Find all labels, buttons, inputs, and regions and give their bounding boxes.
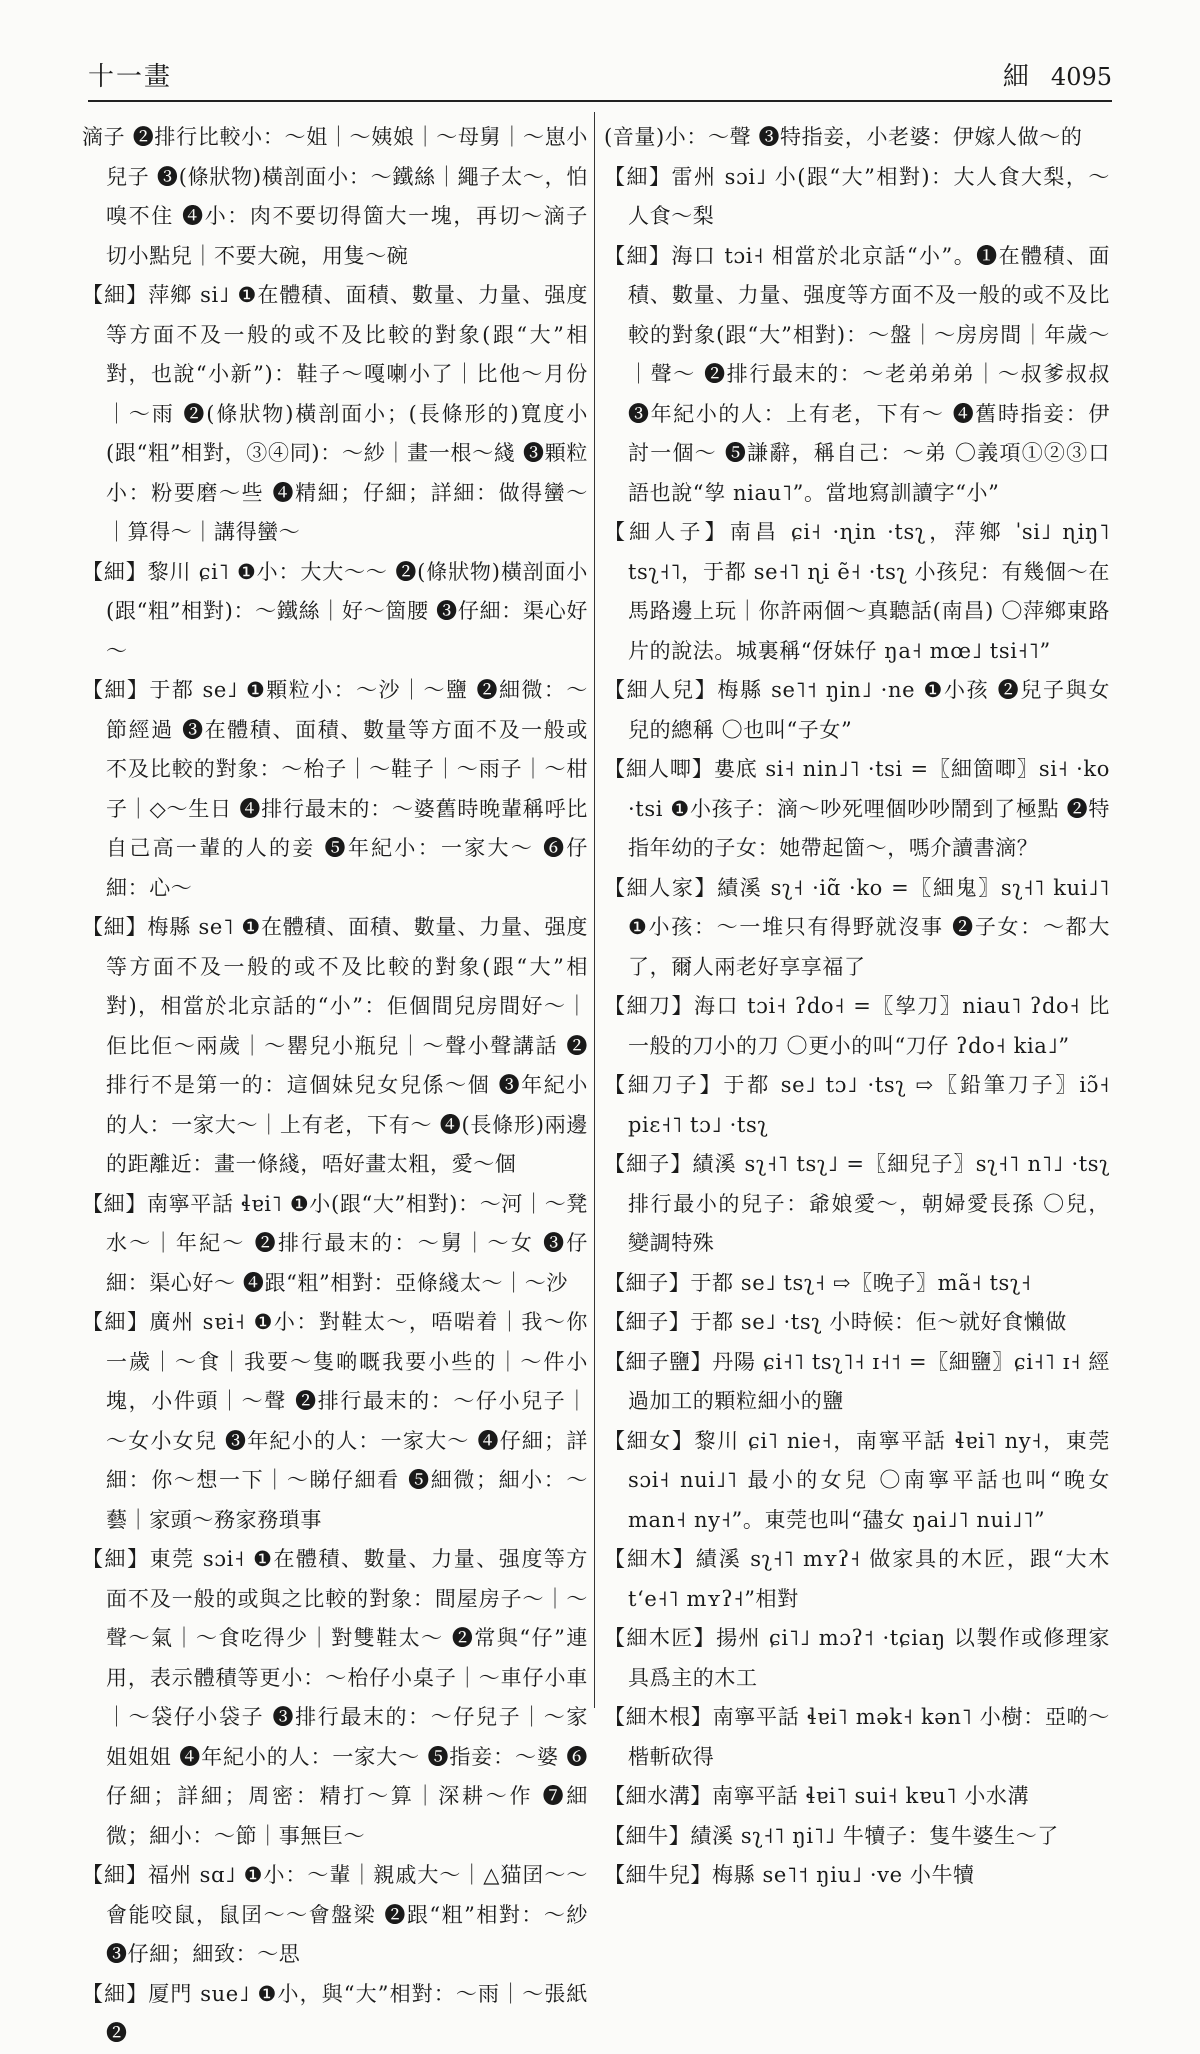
headword-and-page	[1003, 56, 1112, 93]
entry: 【細木】績溪 sʅ˧˥ mʏʔ˧ 做家具的木匠，跟“大木 tʻe˧˥ mʏʔ˧”相對	[604, 1547, 1110, 1611]
entry: 【細刀子】于都 se˩ tɔ˩ ·tsʅ ⇨〖鉛筆刀子〗iɔ̃˧ piɛ˧˥ tɔ˩ ·tsʅ	[604, 1073, 1110, 1137]
entry: 【細刀】海口 tɔi˧ ʔdo˧ =〖孧刀〗niau˥ ʔdo˧ 比一般的刀小的刀 〇更小的叫“刀仔 ʔdo˧ kia˩”	[604, 994, 1110, 1058]
entry: 滴子 ❷排行比較小：～姐｜～姨娘｜～母舅｜～崽小兒子 ❸(條狀物)橫剖面小：～鐵絲｜繩子太～，怕嗅不住 ❹小：肉不要切得箇大一塊，再切～滴子切小點兒｜不要大碗，用隻～碗	[82, 125, 588, 268]
entry: 【細人子】南昌 ɕi˧ ·ɳin ·tsʅ，萍鄉 ˈsi˩ ɳiŋ˥ tsʅ˧˥，于都 se˧˥ ɳi ẽ˧ ·tsʅ 小孩兒：有幾個～在馬路邊上玩｜你許兩個～真聽話(南昌) 〇萍鄉東路片的說法。城裏稱“伢妹仔 ŋa˧ mœ˩ tsi˧˥”	[604, 520, 1110, 663]
entry: (音量)小：～聲 ❸特指妾，小老婆：伊嫁人做～的	[604, 125, 1083, 149]
entry: 【細】于都 se˩ ❶顆粒小：～沙｜～鹽 ❷細微：～節經過 ❸在體積、面積、數量等方面不及一般或不及比較的對象：～枱子｜～鞋子｜～雨子｜～柑子｜◇～生日 ❹排行最末的：～婆舊時晚輩稱呼比自己高一輩的人的妾 ❺年紀小：一家大～ ❻仔細：心～	[82, 678, 588, 900]
header-rule	[88, 100, 1112, 102]
entry: 【細子】于都 se˩ tsʅ˧ ⇨〖晚子〗mã˧ tsʅ˧	[604, 1270, 1032, 1295]
entry: 【細子鹽】丹陽 ɕi˧˥ tsʅ˥˧ ɪ˧˦ =〖細鹽〗ɕi˧˥ ɪ˧ 經過加工的顆粒細小的鹽	[604, 1349, 1110, 1413]
entry: 【細】福州 sɑ˩ ❶小：～輩｜親戚大～｜△猫囝～～會能咬鼠，鼠囝～～會盤梁 ❷跟“粗”相對：～紗 ❸仔細；細致：～思	[82, 1863, 588, 1966]
entry: 【細】廣州 sɐi˧ ❶小：對鞋太～，唔啱着｜我～你一歲｜～食｜我要～隻啲嘅我要小些的｜～件小塊，小件頭｜～聲 ❷排行最末的：～仔小兒子｜～女小女兒 ❸年紀小的人：一家大～ ❹仔細；詳細：你～想一下｜～睇仔細看 ❺細微；細小：～藝｜家頭～務家務瑣事	[82, 1310, 588, 1532]
right-column	[604, 118, 1110, 1887]
page-number: 4095	[1050, 63, 1112, 91]
entry: 【細子】于都 se˩ ·tsʅ 小時候：佢～就好食懶做	[604, 1310, 1067, 1334]
entry: 【細】東莞 sɔi˧ ❶在體積、數量、力量、强度等方面不及一般的或與之比較的對象：間屋房子～｜～聲～氣｜～食吃得少｜對雙鞋太～ ❷常與“仔”連用，表示體積等更小：～枱仔小桌子｜～車仔小車｜～袋仔小袋子 ❸排行最末的：～仔兒子｜～家姐姐姐 ❹年紀小的人：一家大～ ❺指妾：～婆 ❻仔細；詳細；周密：精打～算｜深耕～作 ❼細微；細小：～節｜事無巨～	[82, 1547, 588, 1848]
entry: 【細水溝】南寧平話 ɬɐi˥ sui˧ kɐu˥ 小水溝	[604, 1784, 1030, 1808]
entry: 【細】雷州 sɔi˩ 小(跟“大”相對)：大人食大梨，～人食～梨	[604, 164, 1110, 228]
headword-character: 細	[1002, 62, 1029, 92]
left-column	[82, 118, 588, 2045]
entry: 【細】梅縣 se˥ ❶在體積、面積、數量、力量、强度等方面不及一般的或不及比較的對象(跟“大”相對)，相當於北京話的“小”：佢個間兒房間好～｜佢比佢～兩歲｜～罌兒小瓶兒｜～聲小聲講話 ❷排行不是第一的：這個妹兒女兒係～個 ❸年紀小的人：一家大～｜上有老，下有～ ❹(長條形)兩邊的距離近：畫一條綫，唔好畫太粗，愛～個	[82, 915, 588, 1176]
entry: 【細】南寧平話 ɬɐi˥ ❶小(跟“大”相對)：～河｜～凳水～｜年紀～ ❷排行最末的：～舅｜～女 ❸仔細：渠心好～ ❹跟“粗”相對：亞條綫太～｜～沙	[82, 1191, 588, 1295]
entry: 【細木根】南寧平話 ɬɐi˥ mək˧ kən˥ 小樹：亞啲～楷斬砍得	[604, 1705, 1110, 1769]
entry: 【細人家】績溪 sʅ˧ ·iɑ̃ ·ko =〖細鬼〗sʅ˧˥ kui˩˥ ❶小孩：～一堆只有得野就沒事 ❷子女：～都大了，爾人兩老好享享福了	[604, 875, 1110, 979]
entry: 【細】黎川 ɕi˥ ❶小：大大～～ ❷(條狀物)橫剖面小(跟“粗”相對)：～鐵絲｜好～箇腰 ❸仔細：渠心好～	[82, 559, 588, 663]
section-label: 十一畫	[88, 62, 173, 92]
entry: 【細人兒】梅縣 se˥˦ ŋin˩ ·ne ❶小孩 ❷兒子與女兒的總稱 〇也叫“子女”	[604, 678, 1110, 742]
entry: 【細牛兒】梅縣 se˥˦ ŋiu˩ ·ve 小牛犢	[604, 1863, 975, 1887]
entry: 【細子】績溪 sʅ˧˥ tsʅ˩ =〖細兒子〗sʅ˧˥ n˥˩ ·tsʅ 排行最小的兒子：爺娘愛～，朝婦愛長孫 〇兒，變調特殊	[604, 1152, 1110, 1255]
page-header	[88, 52, 1112, 92]
entry: 【細】萍鄉 si˩ ❶在體積、面積、數量、力量、强度等方面不及一般的或不及比較的對象(跟“大”相對，也說“小新”)：鞋子～嘎喇小了｜比他～月份｜～雨 ❷(條狀物)橫剖面小；(長條形的)寬度小(跟“粗”相對，③④同)：～紗｜畫一根～綫 ❸顆粒小：粉要磨～些 ❹精細；仔細；詳細：做得蠻～｜算得～｜講得蠻～	[82, 283, 588, 544]
entry: 【細木匠】揚州 ɕi˥˩ mɔʔ˦ ·tɕiaŋ 以製作或修理家具爲主的木工	[604, 1626, 1110, 1690]
entry: 【細】厦門 sue˩ ❶小，與“大”相對：～雨｜～張紙 ❷	[82, 1981, 588, 2045]
entry: 【細女】黎川 ɕi˥ nie˧，南寧平話 ɬɐi˥ ny˧，東莞 sɔi˧ nui˩˥ 最小的女兒 〇南寧平話也叫“晚女 man˧ ny˧”。東莞也叫“孻女 ŋai˩˥ nui˩˥”	[604, 1428, 1110, 1532]
entry: 【細牛】績溪 sʅ˧˥ ŋi˥˩ 牛犢子：隻牛婆生～了	[604, 1823, 1059, 1848]
entry: 【細】海口 tɔi˧ 相當於北京話“小”。❶在體積、面積、數量、力量、强度等方面不及一般的或不及比較的對象(跟“大”相對)：～盤｜～房房間｜年歲～｜聲～ ❷排行最末的：～老弟弟弟｜～叔爹叔叔 ❸年紀小的人：上有老，下有～ ❹舊時指妾：伊討一個～ ❺謙辭，稱自己：～弟 〇義項①②③口語也說“孧 niau˥”。當地寫訓讀字“小”	[604, 243, 1110, 505]
column-divider	[594, 112, 595, 1708]
entry: 【細人唧】婁底 si˧ nin˩˥ ·tsi =〖細箇唧〗si˧ ·ko ·tsi ❶小孩子：滴～吵死哩個吵吵鬧到了極點 ❷特指年幼的子女：她帶起箇～，嗎介讀書滴？	[604, 757, 1110, 860]
